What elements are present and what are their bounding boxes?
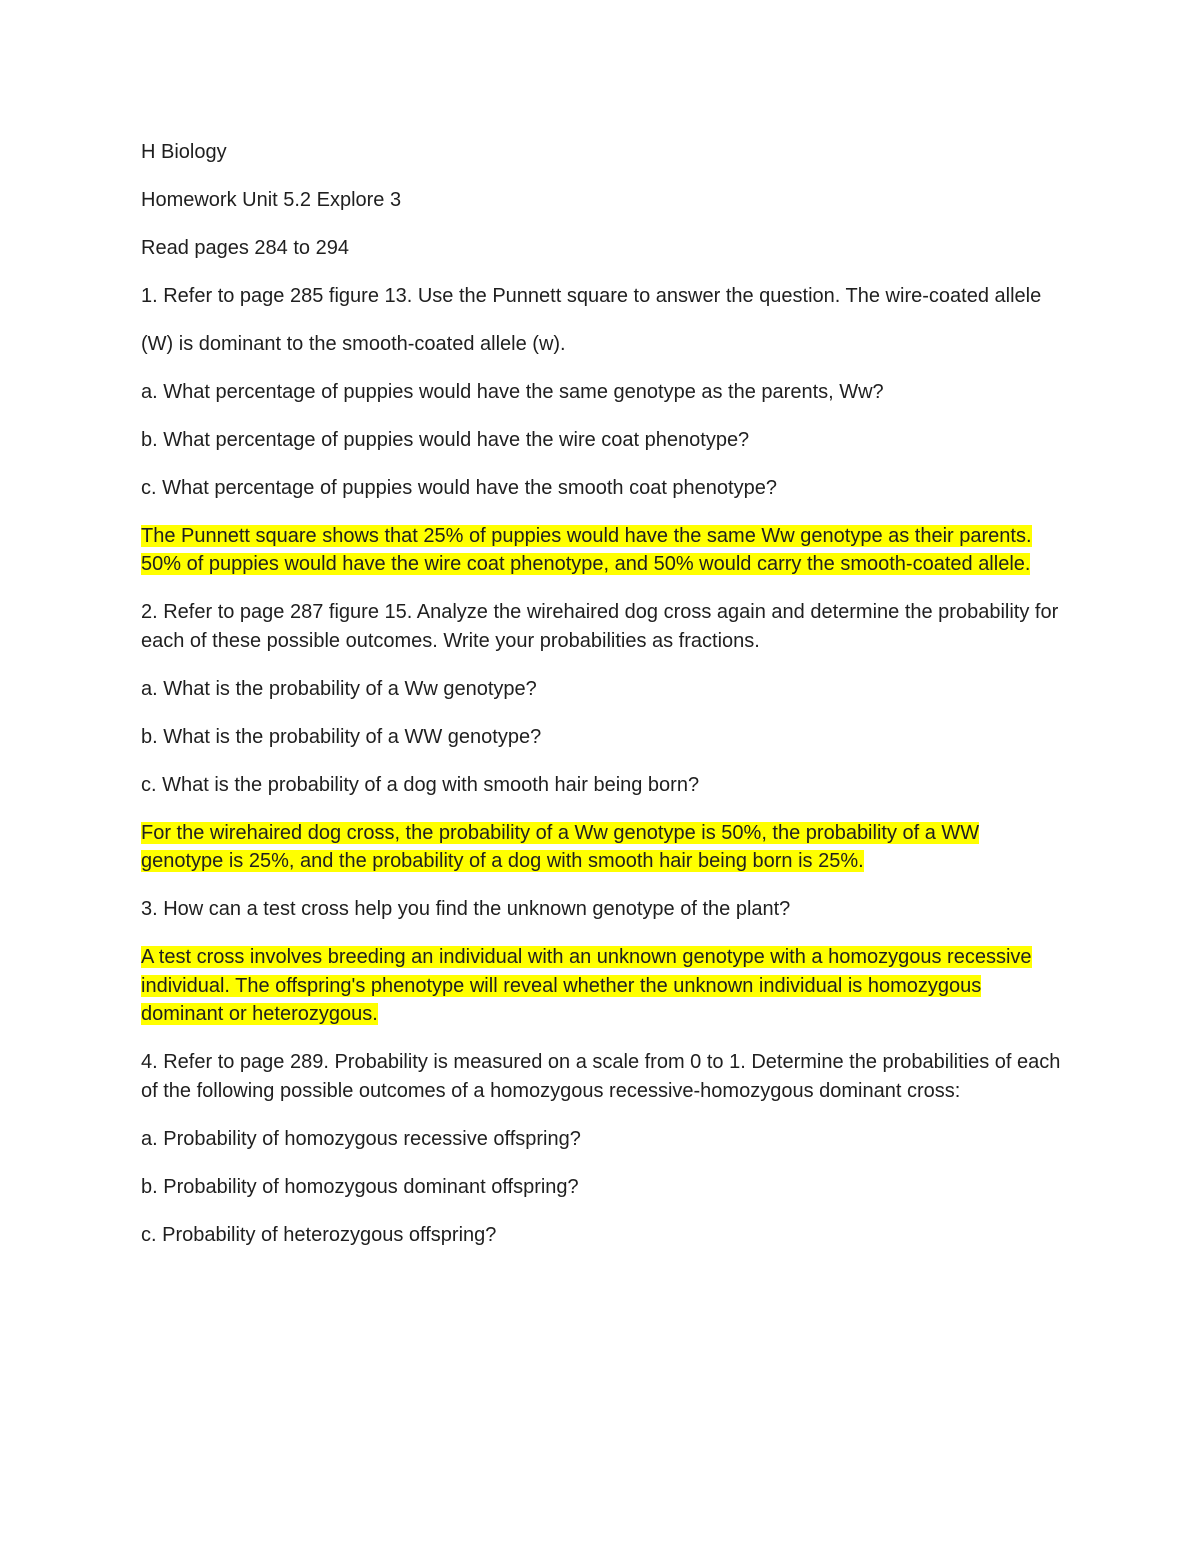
question-4a: a. Probability of homozygous recessive offspring? [141,1127,581,1150]
answer-2-highlight: For the wirehaired dog cross, the probability of a Ww genotype is 50%, the probability of a WW genotype is 25%, and the probability of a dog with smooth hair being born is 25%. [141,821,980,872]
question-4-prompt: 4. Refer to page 289. Probability is measured on a scale from 0 to 1. Determine the probabilities of each of the following possible outcomes of a homozygous recessive-homozygous dominant cross: [141,1051,1061,1102]
document-page [141,138,1066,1269]
question-4c: c. Probability of heterozygous offspring? [141,1223,497,1246]
question-1a: a. What percentage of puppies would have the same genotype as the parents, Ww? [141,380,884,403]
question-2b: b. What is the probability of a WW genotype? [141,725,542,748]
question-1c: c. What percentage of puppies would have the smooth coat phenotype? [141,476,777,499]
question-2c: c. What is the probability of a dog with smooth hair being born? [141,773,700,796]
question-2-prompt: 2. Refer to page 287 figure 15. Analyze the wirehaired dog cross again and determine the probability for each of these possible outcomes. Write your probabilities as fractions. [141,601,1059,652]
reading-instruction: Read pages 284 to 294 [141,237,349,259]
assignment-title: Homework Unit 5.2 Explore 3 [141,189,402,211]
question-1b: b. What percentage of puppies would have the wire coat phenotype? [141,428,750,451]
question-1-prompt: 1. Refer to page 285 figure 13. Use the Punnett square to answer the question. The wire-coated allele [141,285,1042,307]
question-4b: b. Probability of homozygous dominant offspring? [141,1175,579,1198]
answer-2 [141,819,1066,876]
answer-3 [141,943,1066,1029]
question-1-prompt-continued: (W) is dominant to the smooth-coated allele (w). [141,332,566,355]
question-3-prompt: 3. How can a test cross help you find the unknown genotype of the plant? [141,898,791,920]
course-title: H Biology [141,141,227,163]
question-2a: a. What is the probability of a Ww genotype? [141,677,537,700]
answer-1 [141,522,1066,579]
answer-3-highlight: A test cross involves breeding an individual with an unknown genotype with a homozygous recessive individual. The offspring's phenotype will reveal whether the unknown individual is homozygous dominant or heterozygous. [141,946,1032,1025]
answer-1-highlight: The Punnett square shows that 25% of puppies would have the same Ww genotype as their parents. 50% of puppies would have the wire coat phenotype, and 50% would carry the smooth-coated allele. [141,524,1032,575]
